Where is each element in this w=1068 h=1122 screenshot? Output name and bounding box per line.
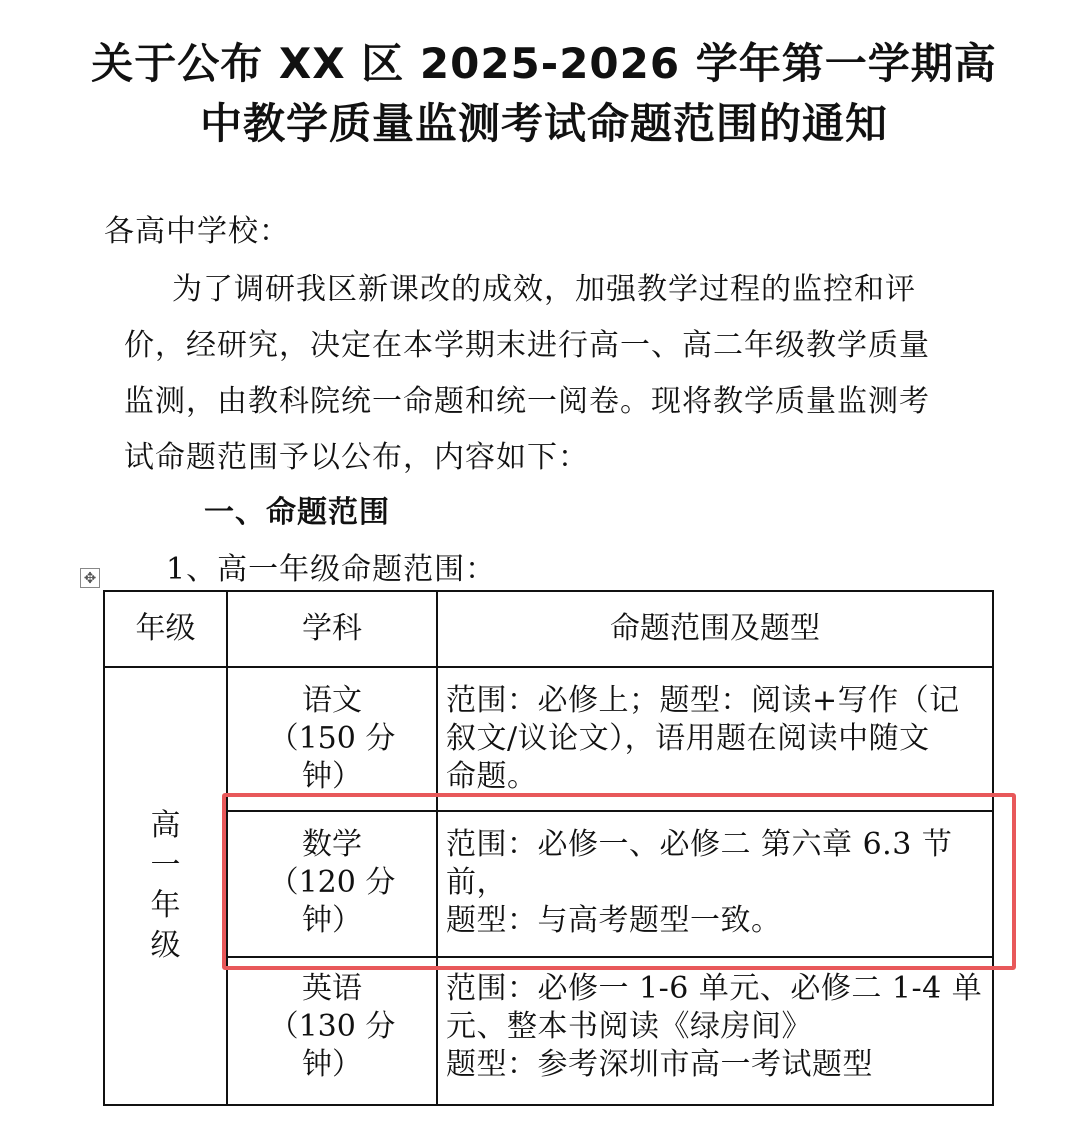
grade-one-scope-table — [103, 590, 994, 1106]
grade-char: 高 — [150, 808, 181, 843]
intro-line-1: 为了调研我区新课改的成效，加强教学过程的监控和评 — [172, 272, 916, 307]
grade-char: 级 — [150, 928, 181, 963]
scope-line: 范围：必修一、必修二 第六章 6.3 节 — [446, 827, 953, 862]
document-title-line-2: 中教学质量监测考试命题范围的通知 — [199, 99, 888, 148]
subject-cell-math — [227, 811, 437, 957]
scope-line: 叙文/议论文），语用题在阅读中随文 — [446, 721, 930, 756]
intro-line-3: 监测，由教科院统一命题和统一阅卷。现将教学质量监测考 — [124, 384, 930, 419]
subject-cell-english — [227, 957, 437, 1105]
section-heading: 一、命题范围 — [204, 495, 390, 530]
table-row-chinese — [104, 667, 993, 811]
scope-cell-math — [437, 811, 993, 957]
scope-line: 范围：必修一 1-6 单元、必修二 1-4 单 — [446, 971, 983, 1006]
salutation: 各高中学校： — [104, 214, 290, 249]
intro-line-2: 价，经研究，决定在本学期末进行高一、高二年级教学质量 — [124, 328, 930, 363]
scope-line: 命题。 — [446, 759, 538, 794]
subject-name: 数学 — [302, 827, 362, 862]
subject-duration-unit: 钟） — [302, 759, 362, 794]
subject-name: 语文 — [302, 683, 362, 718]
table-row-english — [104, 957, 993, 1105]
header-scope: 命题范围及题型 — [437, 591, 993, 667]
scope-line: 题型：与高考题型一致。 — [446, 903, 782, 938]
subject-duration-unit: 钟） — [302, 903, 362, 938]
scope-line: 范围：必修上；题型：阅读+写作（记 — [446, 683, 960, 718]
subject-duration: （120 分 — [268, 865, 396, 900]
subject-duration: （150 分 — [268, 721, 396, 756]
subject-duration: （130 分 — [268, 1009, 396, 1044]
scope-cell-english — [437, 957, 993, 1105]
grade-cell — [104, 667, 227, 1105]
subsection-heading: 1、高一年级命题范围： — [166, 552, 497, 587]
intro-line-4: 试命题范围予以公布，内容如下： — [124, 440, 589, 475]
grade-char: 年 — [150, 888, 181, 923]
scope-line: 元、整本书阅读《绿房间》 — [446, 1009, 812, 1044]
header-grade: 年级 — [104, 591, 227, 667]
scope-cell-chinese — [437, 667, 993, 811]
subject-cell-chinese — [227, 667, 437, 811]
header-subject: 学科 — [227, 591, 437, 667]
subject-name: 英语 — [302, 971, 362, 1006]
scope-line: 题型：参考深圳市高一考试题型 — [446, 1047, 873, 1082]
grade-char: 一 — [150, 848, 181, 883]
subject-duration-unit: 钟） — [302, 1047, 362, 1082]
document-title-line-1: 关于公布 XX 区 2025-2026 学年第一学期高 — [91, 39, 997, 88]
table-move-handle-icon[interactable]: ✥ — [80, 568, 100, 588]
table-header-row — [104, 591, 993, 667]
table-row-math — [104, 811, 993, 957]
scope-line: 前， — [446, 865, 507, 900]
